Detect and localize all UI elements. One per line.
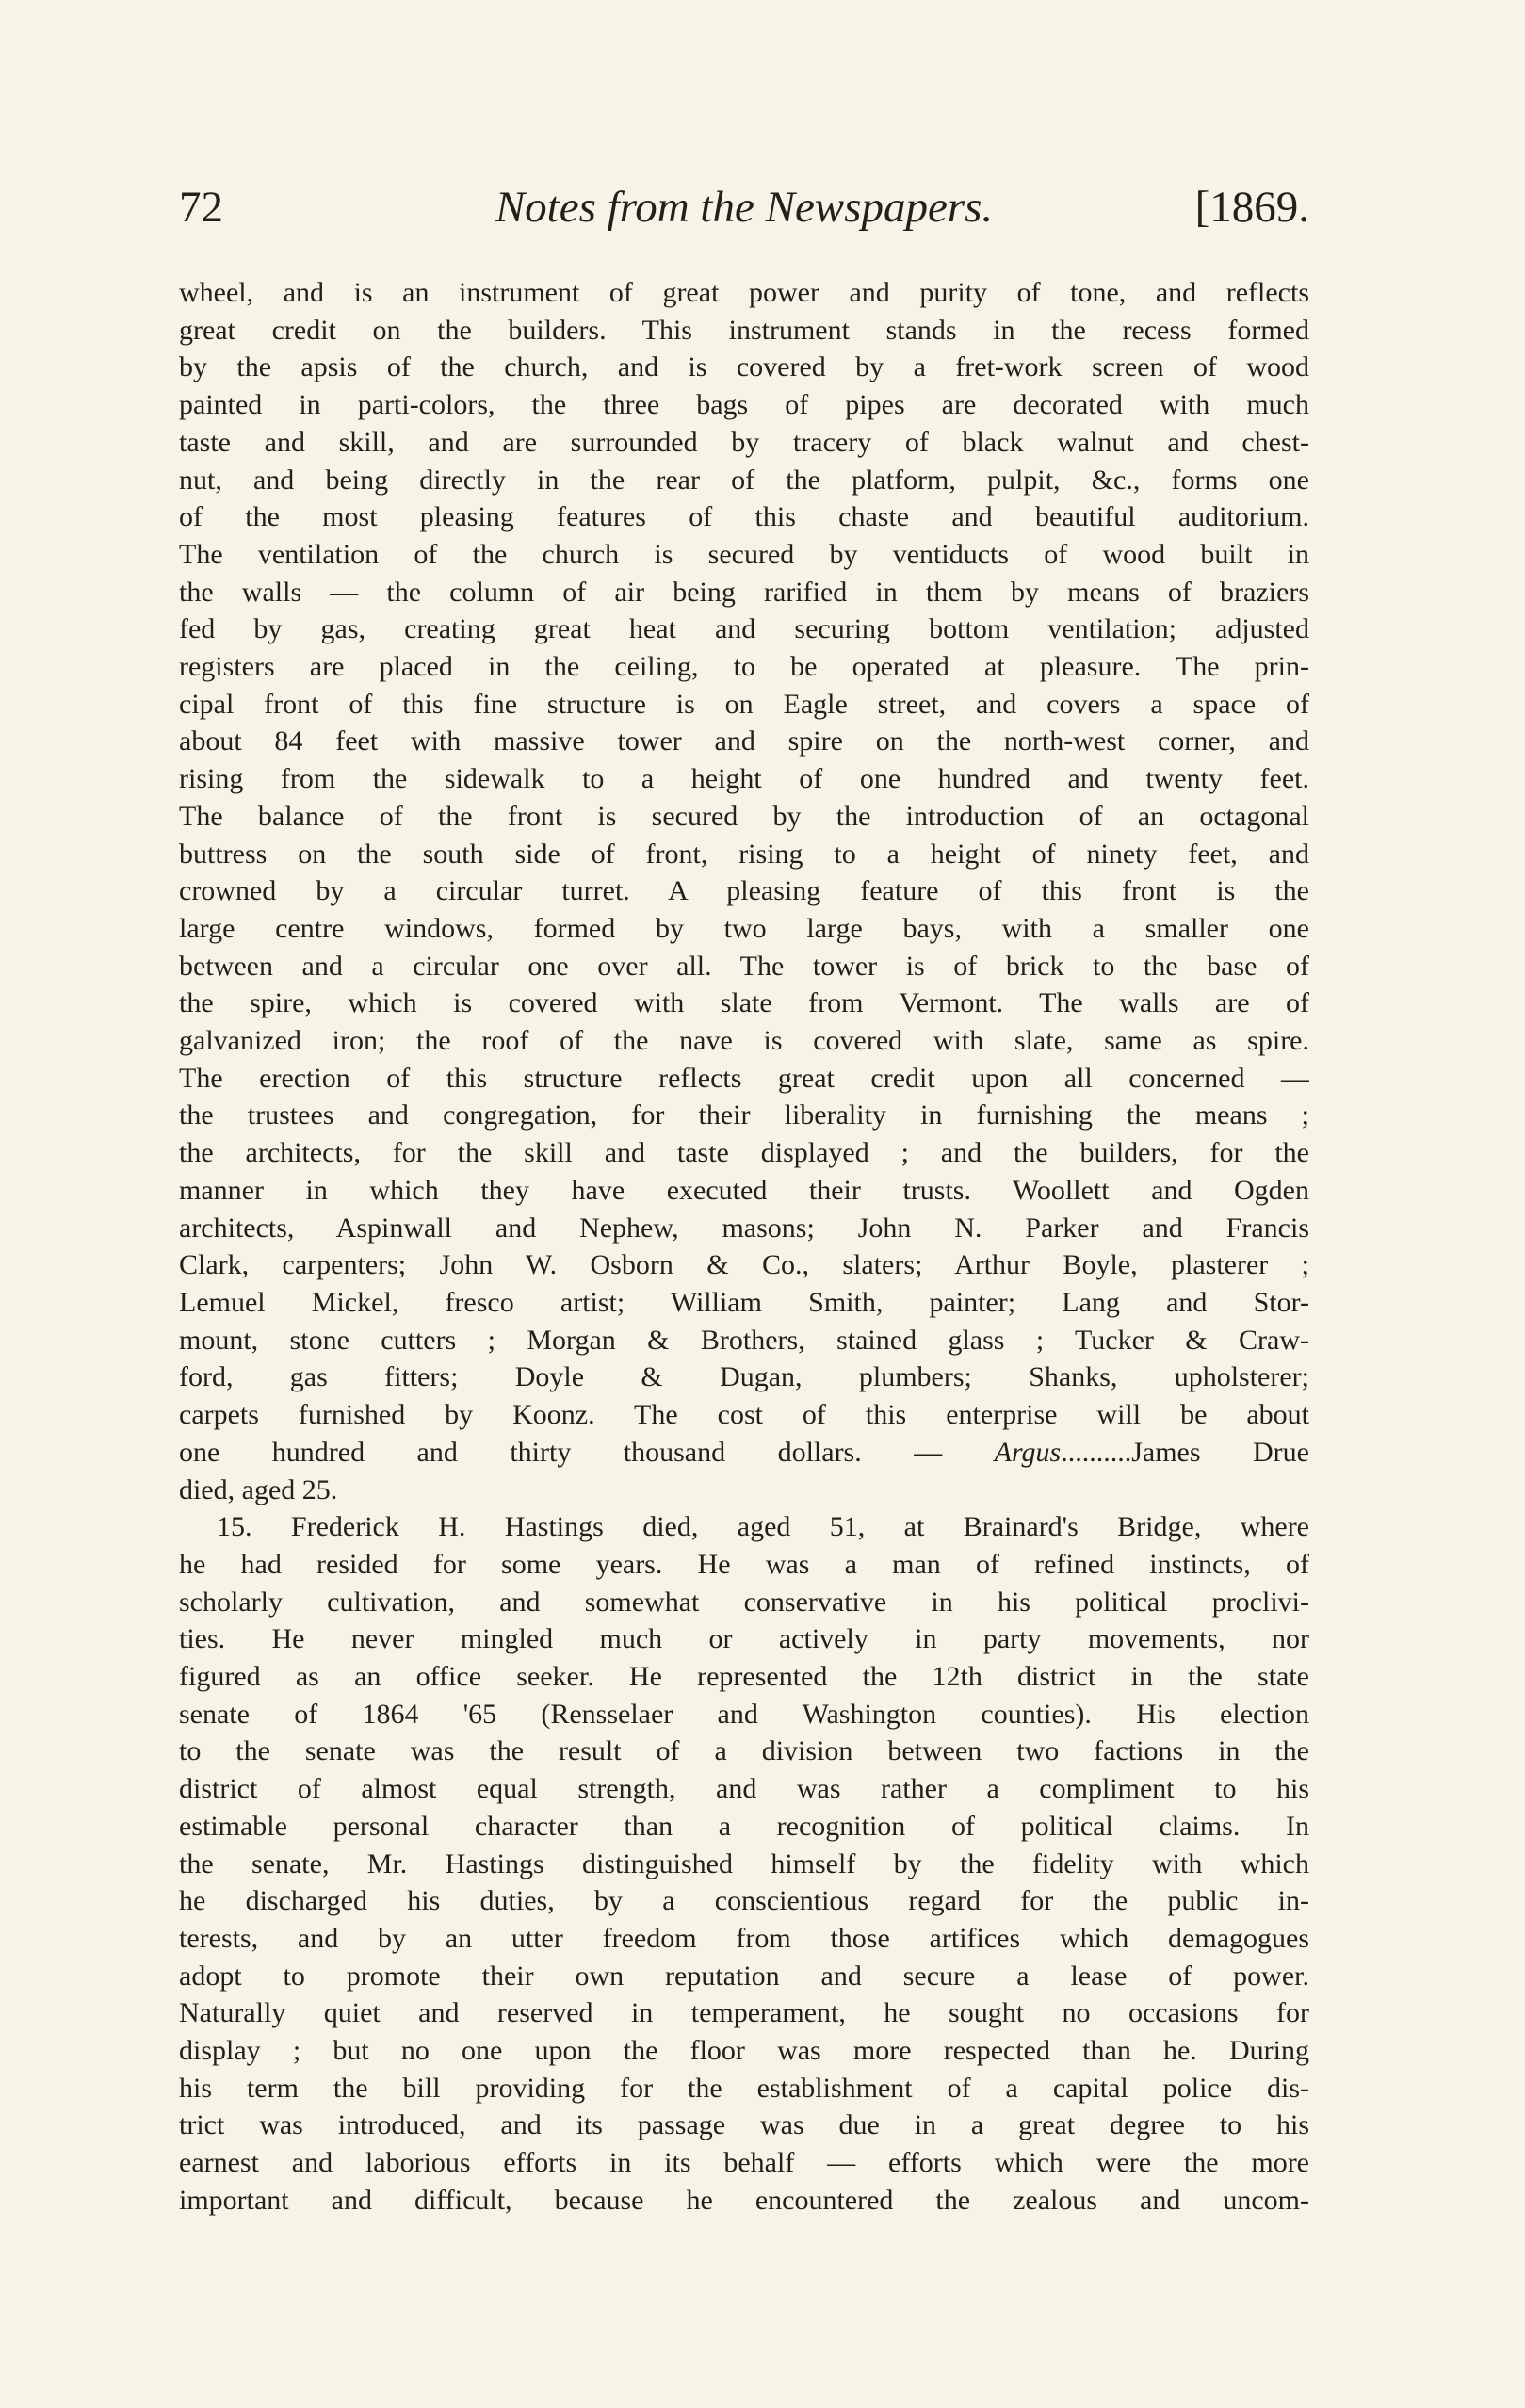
text-line xyxy=(179,274,1309,312)
text-line xyxy=(179,1620,1309,1658)
text-line xyxy=(179,1994,1309,2032)
running-title: Notes from the Newspapers. xyxy=(495,183,994,232)
text-line-content: crowned by a circular turret. A pleasing feature of this front is the xyxy=(179,875,1309,907)
text-line xyxy=(179,1172,1309,1210)
body-text xyxy=(179,274,1309,2220)
text-line-content: wheel, and is an instrument of great power and purity of tone, and reflects xyxy=(179,277,1309,308)
text-line xyxy=(179,312,1309,350)
text-line xyxy=(179,648,1309,686)
text-line xyxy=(179,2032,1309,2070)
text-line-content: architects, Aspinwall and Nephew, masons; John N. Parker and Francis xyxy=(179,1212,1309,1244)
text-line-content: senate of 1864 '65 (Rensselaer and Washington counties). His election xyxy=(179,1698,1309,1730)
text-line xyxy=(179,1284,1309,1322)
text-line-content: the walls — the column of air being rarified in them by means of braziers xyxy=(179,576,1309,608)
text-line xyxy=(179,1060,1309,1098)
text-line-content: scholarly cultivation, and somewhat conservative in his political proclivi- xyxy=(179,1586,1309,1618)
text-line-content: The ventilation of the church is secured by ventiducts of wood built in xyxy=(179,538,1309,570)
text-line xyxy=(179,536,1309,574)
text-line xyxy=(179,1958,1309,1995)
text-line xyxy=(179,2070,1309,2107)
text-line-content: terests, and by an utter freedom from those artifices which demagogues xyxy=(179,1922,1309,1954)
text-line-content: by the apsis of the church, and is covered by a fret-work screen of wood xyxy=(179,351,1309,383)
text-line xyxy=(179,1846,1309,1883)
header-year: [1869. xyxy=(1194,183,1309,232)
text-line xyxy=(179,723,1309,760)
text-line-content: important and difficult, because he encountered the zealous and uncom- xyxy=(179,2184,1309,2216)
text-line xyxy=(179,1134,1309,1172)
text-line-content: one hundred and thirty thousand dollars. — xyxy=(179,1436,995,1468)
text-line-content: The erection of this structure reflects great credit upon all concerned — xyxy=(179,1062,1309,1094)
text-line-content: 15. Frederick H. Hastings died, aged 51, at Brainard's Bridge, where xyxy=(217,1511,1309,1543)
text-line xyxy=(179,349,1309,386)
text-line xyxy=(179,462,1309,499)
text-line-content: earnest and laborious efforts in its behalf — efforts which were the more xyxy=(179,2147,1309,2179)
text-line xyxy=(179,1097,1309,1134)
text-line-content: taste and skill, and are surrounded by tracery of black walnut and chest- xyxy=(179,426,1309,458)
text-line xyxy=(179,1210,1309,1247)
text-line xyxy=(179,1022,1309,1060)
text-line xyxy=(179,1808,1309,1846)
text-line xyxy=(179,610,1309,648)
text-line xyxy=(179,1882,1309,1920)
text-line xyxy=(179,1359,1309,1396)
text-line xyxy=(179,2144,1309,2182)
text-line-content: carpets furnished by Koonz. The cost of this enterprise will be about xyxy=(179,1399,1309,1431)
text-line xyxy=(179,1770,1309,1808)
text-line-content: the trustees and congregation, for their liberality in furnishing the means ; xyxy=(179,1099,1309,1131)
text-line xyxy=(179,498,1309,536)
text-line xyxy=(179,386,1309,424)
text-line-content: he discharged his duties, by a conscientious regard for the public in- xyxy=(179,1885,1309,1917)
page-number: 72 xyxy=(179,183,223,232)
text-line-content: the senate, Mr. Hastings distinguished himself by the fidelity with which xyxy=(179,1847,1309,1879)
page-header xyxy=(179,174,1309,240)
text-line-content: trict was introduced, and its passage was due in a great degree to his xyxy=(179,2109,1309,2141)
text-line xyxy=(179,1733,1309,1770)
text-line-content: of the most pleasing features of this chaste and beautiful auditorium. xyxy=(179,501,1309,533)
text-line-content: adopt to promote their own reputation and secure a lease of power. xyxy=(179,1960,1309,1992)
text-line-content: between and a circular one over all. The tower is of brick to the base of xyxy=(179,950,1309,982)
text-line-content: galvanized iron; the roof of the nave is covered with slate, same as spire. xyxy=(179,1025,1309,1057)
text-line xyxy=(179,984,1309,1022)
text-line xyxy=(179,1396,1309,1434)
text-line xyxy=(179,686,1309,724)
document-page xyxy=(179,174,1309,2220)
text-line xyxy=(179,2107,1309,2144)
text-line-content: rising from the sidewalk to a height of one hundred and twenty feet. xyxy=(179,763,1309,795)
text-line-content: cipal front of this fine structure is on Eagle street, and covers a space of xyxy=(179,688,1309,720)
text-line xyxy=(179,798,1309,836)
text-line xyxy=(179,1584,1309,1621)
text-line-content: the architects, for the skill and taste displayed ; and the builders, for the xyxy=(179,1137,1309,1169)
text-line-content: district of almost equal strength, and was rather a compliment to his xyxy=(179,1773,1309,1805)
text-line-content: great credit on the builders. This instrument stands in the recess formed xyxy=(179,314,1309,346)
text-line xyxy=(179,1246,1309,1284)
text-line-content: fed by gas, creating great heat and securing bottom ventilation; adjusted xyxy=(179,613,1309,645)
text-line-content: figured as an office seeker. He represented the 12th district in the state xyxy=(179,1661,1309,1693)
text-line xyxy=(179,910,1309,948)
text-line xyxy=(179,760,1309,798)
text-line-content: died, aged 25. xyxy=(179,1473,338,1505)
text-line xyxy=(179,1508,1309,1546)
text-line-content: estimable personal character than a recognition of political claims. In xyxy=(179,1810,1309,1842)
text-line xyxy=(179,574,1309,611)
text-line-content: he had resided for some years. He was a man of refined instincts, of xyxy=(179,1548,1309,1580)
text-line-content: large centre windows, formed by two large bays, with a smaller one xyxy=(179,912,1309,944)
text-line xyxy=(179,872,1309,910)
text-line xyxy=(179,2182,1309,2220)
text-line-content: display ; but no one upon the floor was more respected than he. During xyxy=(179,2035,1309,2067)
text-line-content: Clark, carpenters; John W. Osborn & Co., slaters; Arthur Boyle, plasterer ; xyxy=(179,1249,1309,1281)
text-line xyxy=(179,948,1309,985)
text-line-content: buttress on the south side of front, rising to a height of ninety feet, and xyxy=(179,838,1309,870)
text-line-content: ties. He never mingled much or actively in party movements, nor xyxy=(179,1623,1309,1655)
text-line-content: mount, stone cutters ; Morgan & Brothers, stained glass ; Tucker & Craw- xyxy=(179,1324,1309,1356)
text-line xyxy=(179,1696,1309,1733)
text-line-content: Lemuel Mickel, fresco artist; William Smith, painter; Lang and Stor- xyxy=(179,1286,1309,1318)
text-line-content: to the senate was the result of a division between two factions in the xyxy=(179,1735,1309,1767)
text-line xyxy=(179,1658,1309,1696)
text-line-content: his term the bill providing for the establishment of a capital police dis- xyxy=(179,2072,1309,2104)
text-line-content: manner in which they have executed their trusts. Woollett and Ogden xyxy=(179,1174,1309,1206)
text-line-content: registers are placed in the ceiling, to be operated at pleasure. The prin- xyxy=(179,651,1309,683)
text-line xyxy=(179,1546,1309,1584)
source-citation: Argus xyxy=(994,1436,1062,1468)
text-line-content: nut, and being directly in the rear of the platform, pulpit, &c., forms one xyxy=(179,464,1309,496)
text-line-content: the spire, which is covered with slate from Vermont. The walls are of xyxy=(179,987,1309,1019)
text-line-content: ford, gas fitters; Doyle & Dugan, plumbers; Shanks, upholsterer; xyxy=(179,1361,1309,1393)
text-line-content: The balance of the front is secured by the introduction of an octagonal xyxy=(179,800,1309,832)
text-line xyxy=(179,1434,1309,1472)
text-line xyxy=(179,424,1309,462)
text-line-content: about 84 feet with massive tower and spire on the north-west corner, and xyxy=(179,725,1309,757)
text-line-content: Naturally quiet and reserved in temperament, he sought no occasions for xyxy=(179,1997,1309,2029)
text-line-continuation: ..........James Drue xyxy=(1061,1436,1309,1468)
text-line xyxy=(179,1920,1309,1958)
text-line xyxy=(179,836,1309,873)
text-line-content: painted in parti-colors, the three bags of pipes are decorated with much xyxy=(179,389,1309,421)
text-line xyxy=(179,1472,1309,1509)
text-line xyxy=(179,1322,1309,1359)
